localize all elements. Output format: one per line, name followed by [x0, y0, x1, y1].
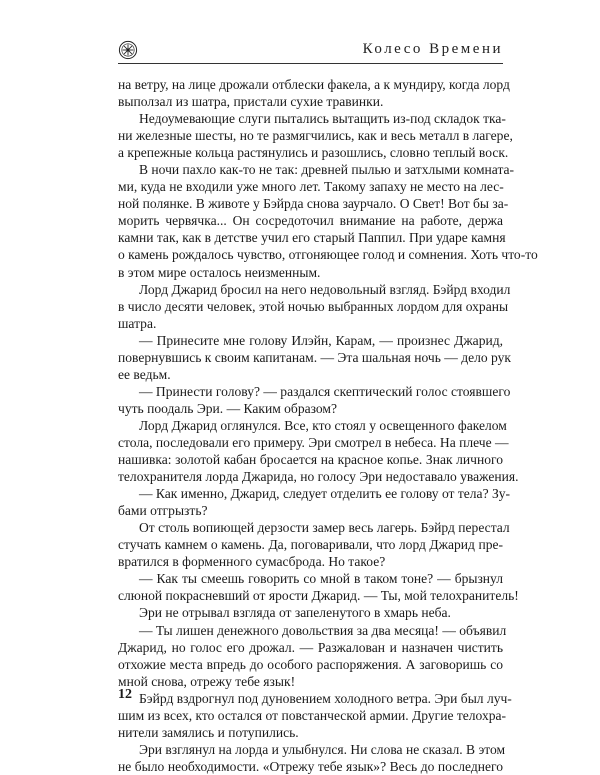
text-line: Джарид, но голос его дрожал. — Разжалован и назначен чистить [118, 639, 503, 655]
text-line: — Как именно, Джарид, следует отделить ее голову от тела? Зу- [139, 486, 511, 502]
text-line: шатра. [118, 315, 157, 331]
text-line: Лорд Джарид оглянулся. Все, кто стоял у освещенного факелом [139, 417, 507, 433]
text-line: В ночи пахло как-то не так: древней пылью и затхлыми комната- [139, 162, 515, 178]
text-line: морить червячка... Он сосредоточил внимание на работе, держа [118, 213, 503, 229]
text-line: Недоумевающие слуги пытались вытащить из-под складок тка- [139, 111, 506, 127]
text-line: — Как ты смеешь говорить со мной в таком тоне? — брызнул [139, 571, 503, 587]
text-line: о камень рождалось чувство, отгоняющее голод и сомнения. Хоть что-то [118, 247, 538, 263]
wheel-of-time-emblem-icon [118, 40, 138, 60]
text-line: камни так, как в детстве учил его старый Паппил. При ударе камня [118, 230, 506, 246]
text-line: Бэйрд вздрогнул под дуновением холодного ветра. Эри был луч- [139, 690, 512, 706]
text-line: телохранителя лорда Джарида, но голосу Эри недоставало уважения. [118, 469, 519, 485]
text-line: вратился в форменного сумасброда. Но такое? [118, 554, 386, 570]
text-line: бами отгрызть? [118, 503, 208, 519]
text-line: — Ты лишен денежного довольствия за два месяца! — объявил [139, 622, 507, 638]
text-line: Лорд Джарид бросил на него недовольный взгляд. Бэйрд входил [139, 281, 511, 297]
text-line: нители замялись и потупились. [118, 724, 299, 740]
text-line: ной полянке. В животе у Бэйрда снова заурчало. О Свет! Вот бы за- [118, 196, 509, 212]
running-header-title: Колесо Времени [362, 41, 503, 57]
text-line: Эри взглянул на лорда и улыбнулся. Ни слова не сказал. В этом [139, 741, 506, 757]
text-line: ее ведьм. [118, 366, 171, 382]
body-text [118, 76, 538, 775]
text-line: стола, последовали его примеру. Эри смотрел в небеса. На плече — [118, 434, 509, 450]
text-line: а крепежные кольца растянулись и разошлись, словно теплый воск. [118, 145, 509, 161]
text-line: — Принесите мне голову Илэйн, Карам, — произнес Джарид, [139, 332, 503, 348]
text-line: Эри не отрывал взгляда от запеленутого в хмарь неба. [139, 605, 451, 621]
text-line: не было необходимости. «Отрежу тебе язык»? Весь до последнего [118, 758, 503, 774]
text-line: повернувшись к своим капитанам. — Эта шальная ночь — дело рук [118, 349, 511, 365]
text-line: в этом мире осталось неизменным. [118, 264, 321, 280]
text-line: стучать камнем о камень. Да, поговаривали, что лорд Джарид пре- [118, 537, 503, 553]
text-line: слюной покрасневший от ярости Джарид. — Ты, мой телохранитель! [118, 588, 519, 604]
text-line: выползал из шатра, пристали сухие травинки. [118, 94, 384, 110]
running-header [118, 40, 503, 64]
text-line: чуть поодаль Эри. — Каким образом? [118, 400, 337, 416]
text-line: мной снова, отрежу тебе язык! [118, 673, 296, 689]
page-number: 12 [118, 687, 132, 702]
text-line: на ветру, на лице дрожали отблески факела, а к мундиру, когда лорд [118, 77, 510, 92]
text-line: ни железные шесты, но те размягчились, как и весь металл в лагере, [118, 128, 513, 144]
text-line: — Принести голову? — раздался скептический голос стоявшего [139, 383, 511, 399]
text-line: шим из всех, кто остался от повстанческой армии. Другие телохра- [118, 707, 507, 723]
header-divider [118, 63, 503, 64]
text-line: ми, куда не входили уже много лет. Такому запаху не место на лес- [118, 179, 504, 195]
text-line: нашивка: золотой кабан бросается на красное копье. Знак личного [118, 452, 503, 468]
text-line: в число десяти человек, этой ночью выбранных лордом для охраны [118, 298, 509, 314]
text-line: отхожие места впредь до особого распоряжения. А заговоришь со [118, 656, 503, 672]
text-line: От столь вопиющей дерзости замер весь лагерь. Бэйрд перестал [139, 520, 510, 536]
